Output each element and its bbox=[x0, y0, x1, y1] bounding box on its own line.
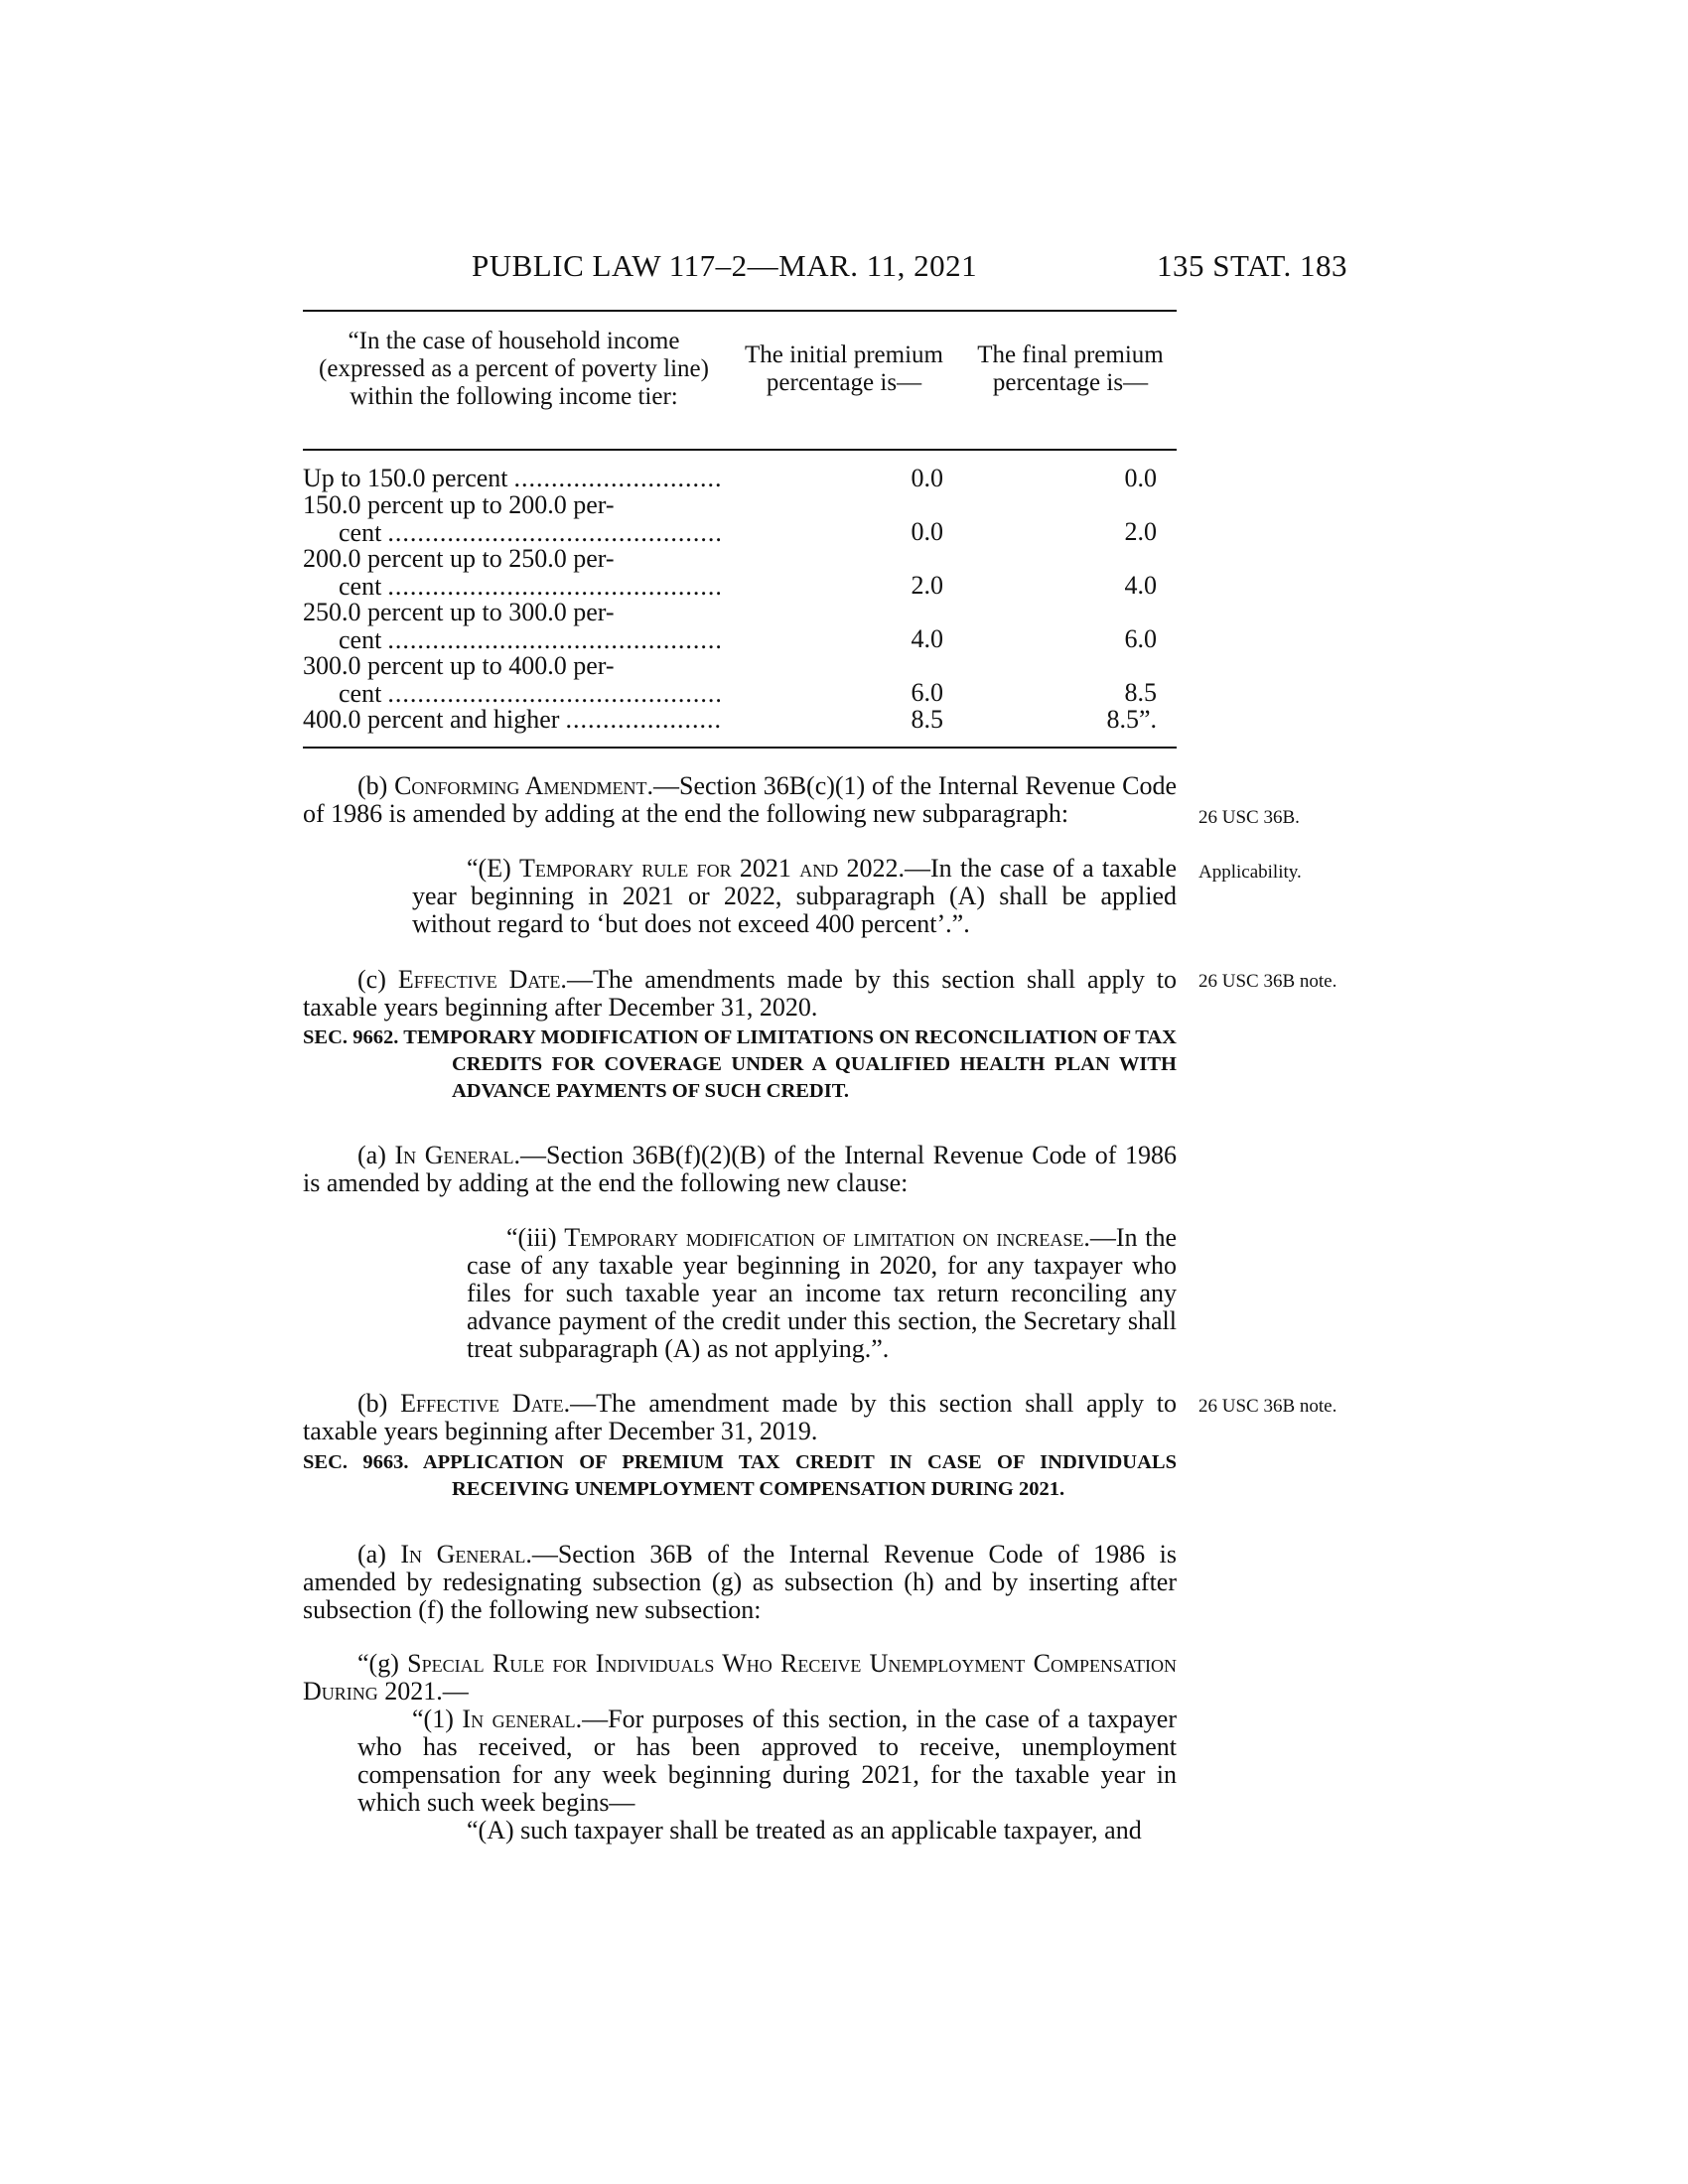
paragraph-1-in-general: “(1) In general.—For purposes of this section, in the case of a taxpayer who has received, or has been approved to receive, unemployment compensation for any week beginning during 2021, for the taxable year in which such week begins— bbox=[357, 1705, 1177, 1817]
heading-conforming-amendment: Conforming Amendment. bbox=[394, 771, 653, 800]
table-header-initial-premium: The initial premium percentage is— bbox=[745, 341, 943, 396]
table-row bbox=[303, 465, 720, 492]
paragraph-g-special-rule: “(g) Special Rule for Individuals Who Receive Unemployment Compensation During 2021.— bbox=[303, 1649, 1178, 1706]
table-row bbox=[303, 599, 720, 654]
heading-in-general: In General. bbox=[394, 1141, 521, 1169]
tier-label: Up to 150.0 percent bbox=[303, 464, 508, 492]
initial-percentage: 4.0 bbox=[911, 624, 943, 653]
section-title: TEMPORARY MODIFICATION OF LIMITATIONS ON RECONCILIATION OF TAX CREDITS FOR COVERAGE UNDER A QUALIFIED HEALTH PLAN WITH ADVANCE PAYMENTS OF SUCH CREDIT. bbox=[403, 1026, 1177, 1102]
final-percentage: 8.5”. bbox=[1106, 705, 1157, 734]
margin-note-usc: 26 USC 36B. bbox=[1198, 807, 1300, 828]
tier-label: 250.0 percent up to 300.0 per- bbox=[303, 598, 615, 626]
table-header-rule bbox=[303, 449, 1177, 451]
paragraph-iii-temporary-modification: “(iii) Temporary modification of limitation on increase.—In the case of any taxable year beginning in 2020, for any taxpayer who files for such taxable year an income tax return reconciling any advance payment of the credit under this section, the Secretary shall treat subparagraph (A) as not applying.”. bbox=[467, 1223, 1178, 1363]
paragraph-a-applicable-taxpayer: “(A) such taxpayer shall be treated as an applicable taxpayer, and bbox=[467, 1816, 1142, 1844]
tier-label-continued: cent bbox=[339, 518, 382, 547]
section-number: SEC. 9662. bbox=[303, 1026, 399, 1048]
heading-in-general: In general. bbox=[462, 1705, 583, 1733]
section-title: APPLICATION OF PREMIUM TAX CREDIT IN CASE OF INDIVIDUALS RECEIVING UNEMPLOYMENT COMPENSATION DURING 2021. bbox=[422, 1451, 1177, 1500]
heading-special-rule: Special Rule for Individuals Who Receive Unemployment Compensation During 2021. bbox=[303, 1649, 1178, 1706]
initial-percentage: 0.0 bbox=[911, 517, 943, 546]
initial-percentage: 6.0 bbox=[911, 678, 943, 707]
table-top-rule bbox=[303, 310, 1177, 312]
margin-note-usc-note: 26 USC 36B note. bbox=[1198, 1396, 1337, 1417]
final-percentage: 4.0 bbox=[1124, 571, 1157, 600]
final-percentage: 6.0 bbox=[1124, 624, 1157, 653]
final-percentage: 8.5 bbox=[1124, 678, 1157, 707]
section-number: SEC. 9663. bbox=[303, 1451, 409, 1473]
table-header-final-premium: The final premium percentage is— bbox=[977, 341, 1164, 396]
tier-label-continued: cent bbox=[339, 572, 382, 601]
margin-note-applicability: Applicability. bbox=[1198, 862, 1302, 883]
paragraph-b-conforming-amendment: (b) Conforming Amendment.—Section 36B(c)(1) of the Internal Revenue Code of 1986 is amended by adding at the end the following new subparagraph: bbox=[303, 771, 1177, 828]
section-9663-heading bbox=[303, 1449, 1177, 1503]
tier-label-continued: cent bbox=[339, 679, 382, 708]
stat-page-number: 135 STAT. 183 bbox=[1157, 248, 1348, 283]
section-9662-heading bbox=[303, 1024, 1177, 1105]
table-row bbox=[303, 706, 720, 734]
tier-label: 300.0 percent up to 400.0 per- bbox=[303, 651, 615, 680]
initial-percentage: 2.0 bbox=[911, 571, 943, 600]
table-row bbox=[303, 491, 720, 547]
paragraph-c-effective-date: (c) Effective Date.—The amendments made by this section shall apply to taxable years beginning after December 31, 2020. bbox=[303, 965, 1177, 1022]
table-row bbox=[303, 545, 720, 601]
heading-temporary-modification: Temporary modification of limitation on increase. bbox=[564, 1223, 1090, 1252]
heading-effective-date: Effective Date. bbox=[397, 965, 567, 994]
paragraph-a-in-general-9662: (a) In General.—Section 36B(f)(2)(B) of the Internal Revenue Code of 1986 is amended by adding at the end the following new clause: bbox=[303, 1141, 1178, 1197]
final-percentage: 0.0 bbox=[1124, 464, 1157, 492]
initial-percentage: 8.5 bbox=[911, 705, 943, 734]
heading-in-general: In General. bbox=[400, 1540, 532, 1569]
initial-percentage: 0.0 bbox=[911, 464, 943, 492]
table-row bbox=[303, 652, 720, 708]
heading-temporary-rule: Temporary rule for 2021 and 2022. bbox=[519, 854, 906, 883]
paragraph-a-in-general-9663: (a) In General.—Section 36B of the Internal Revenue Code of 1986 is amended by redesignating subsection (g) as subsection (h) and by inserting after subsection (f) the following new subsection: bbox=[303, 1540, 1177, 1624]
table-header-income-tier: “In the case of household income (expressed as a percent of poverty line) within the following income tier: bbox=[319, 328, 709, 410]
heading-effective-date: Effective Date. bbox=[400, 1389, 571, 1418]
tier-label: 400.0 percent and higher bbox=[303, 705, 560, 734]
law-title: PUBLIC LAW 117–2—MAR. 11, 2021 bbox=[472, 248, 978, 283]
paragraph-b-effective-date: (b) Effective Date.—The amendment made by this section shall apply to taxable years beginning after December 31, 2019. bbox=[303, 1389, 1177, 1445]
tier-label-continued: cent bbox=[339, 625, 382, 654]
table-bottom-rule bbox=[303, 747, 1177, 749]
paragraph-e-temporary-rule: “(E) Temporary rule for 2021 and 2022.—In the case of a taxable year beginning in 2021 or 2022, subparagraph (A) shall be applied without regard to ‘but does not exceed 400 percent’.”. bbox=[412, 854, 1177, 938]
final-percentage: 2.0 bbox=[1124, 517, 1157, 546]
tier-label: 150.0 percent up to 200.0 per- bbox=[303, 490, 615, 519]
margin-note-usc-note: 26 USC 36B note. bbox=[1198, 971, 1337, 992]
tier-label: 200.0 percent up to 250.0 per- bbox=[303, 544, 615, 573]
